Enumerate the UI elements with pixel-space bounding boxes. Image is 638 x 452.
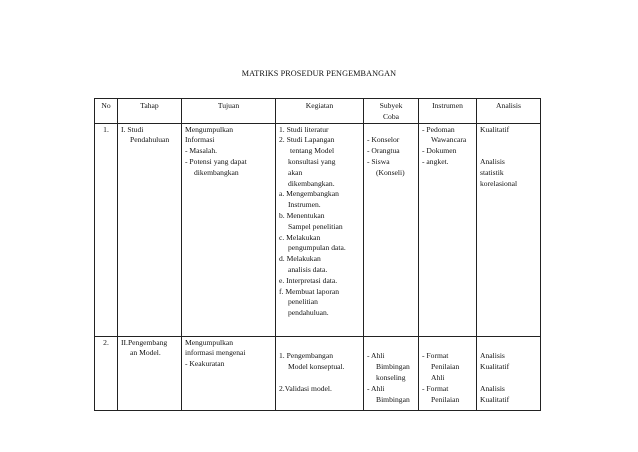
procedure-matrix-table — [94, 98, 541, 411]
table-row — [95, 336, 541, 410]
instrumen-line: - Format — [422, 351, 449, 361]
header-tujuan: Tujuan — [182, 99, 276, 124]
analisis-line: Analisis — [480, 351, 505, 361]
kegiatan-line: e. Interpretasi data. — [279, 275, 338, 285]
instrumen-line: Penilaian — [431, 362, 460, 372]
instrumen-line: Wawancara — [431, 135, 467, 145]
row1-kegiatan — [276, 123, 364, 336]
kegiatan-line: 2.Validasi model. — [279, 383, 332, 393]
header-instrumen: Instrumen — [419, 99, 477, 124]
kegiatan-line: Model konseptual. — [288, 362, 345, 372]
header-analisis: Analisis — [477, 99, 541, 124]
tahap-line: an Model. — [130, 348, 161, 358]
subyek-line: - Ahli — [367, 383, 385, 393]
row1-tujuan — [182, 123, 276, 336]
tujuan-line: Mengumpulkan — [185, 337, 234, 347]
instrumen-line: - angket. — [422, 156, 449, 166]
analisis-line: statistik — [480, 167, 504, 177]
kegiatan-line: d. Melakukan — [279, 254, 321, 264]
subyek-line: - Siswa — [367, 156, 390, 166]
kegiatan-line: pendahuluan. — [288, 308, 329, 318]
header-tahap: Tahap — [118, 99, 182, 124]
subyek-line: (Konseli) — [376, 167, 405, 177]
header-kegiatan: Kegiatan — [276, 99, 364, 124]
row1-tahap — [118, 123, 182, 336]
analisis-line: Kualitatif — [480, 124, 510, 134]
row2-no: 2. — [95, 336, 118, 410]
tujuan-line: Informasi — [185, 135, 215, 145]
instrumen-line: - Dokumen — [422, 146, 457, 156]
kegiatan-line: konsultasi yang — [288, 156, 336, 166]
tahap-line: II.Pengembang — [121, 337, 168, 347]
kegiatan-line: 1. Pengembangan — [279, 351, 333, 361]
row2-kegiatan — [276, 336, 364, 410]
tujuan-line: dikembangkan — [194, 167, 239, 177]
table-row — [95, 123, 541, 336]
tujuan-line: - Potensi yang dapat — [185, 156, 247, 166]
subyek-line: - Konselor — [367, 135, 400, 145]
row2-analisis — [477, 336, 541, 410]
instrumen-line: - Pedoman — [422, 124, 455, 134]
tahap-line: Pendahuluan — [130, 135, 170, 145]
page-title: MATRIKS PROSEDUR PENGEMBANGAN — [241, 69, 397, 78]
row2-tujuan — [182, 336, 276, 410]
header-no: No — [95, 99, 118, 124]
analisis-line: Analisis — [480, 156, 505, 166]
kegiatan-line: akan — [288, 167, 303, 177]
header-subyek-line2: Coba — [382, 111, 400, 121]
instrumen-line: Ahli — [431, 372, 445, 382]
header-row — [95, 99, 541, 124]
analisis-line: Kualitatif — [480, 362, 510, 372]
row1-subyek — [364, 123, 419, 336]
subyek-line: - Orangtua — [367, 146, 400, 156]
tujuan-line: - Keakuratan — [185, 359, 225, 369]
subyek-line: konseling — [376, 372, 406, 382]
subyek-line: Bimbingan — [376, 362, 410, 372]
tujuan-line: Mengumpulkan — [185, 124, 234, 134]
kegiatan-line: dikembangkan. — [288, 178, 335, 188]
subyek-line: - Ahli — [367, 351, 385, 361]
kegiatan-line: b. Menentukan — [279, 210, 325, 220]
tahap-line: I. Studi — [121, 124, 144, 134]
header-subyek-line1: Subyek — [379, 101, 403, 110]
kegiatan-line: 2. Studi Lapangan — [279, 135, 335, 145]
kegiatan-line: a. Mengembangkan — [279, 189, 339, 199]
tujuan-line: - Masalah. — [185, 146, 218, 156]
kegiatan-line: tentang Model — [290, 146, 335, 156]
kegiatan-line: c. Melakukan — [279, 232, 321, 242]
kegiatan-line: Instrumen. — [288, 200, 321, 210]
analisis-line: Analisis — [480, 383, 505, 393]
kegiatan-line: 1. Studi literatur — [279, 124, 329, 134]
kegiatan-line: pengumpulan data. — [288, 243, 346, 253]
row2-instrumen — [419, 336, 477, 410]
row1-instrumen — [419, 123, 477, 336]
header-subyek — [364, 99, 419, 124]
instrumen-line: Penilaian — [431, 394, 460, 404]
row1-no: 1. — [95, 123, 118, 336]
row2-subyek — [364, 336, 419, 410]
analisis-line: korelasional — [480, 178, 518, 188]
instrumen-line: - Format — [422, 383, 449, 393]
tujuan-line: informasi mengenai — [185, 348, 246, 358]
kegiatan-line: penelitian — [288, 297, 318, 307]
analisis-line: Kualitatif — [480, 394, 510, 404]
subyek-line: Bimbingan — [376, 394, 410, 404]
row2-tahap — [118, 336, 182, 410]
row1-analisis — [477, 123, 541, 336]
kegiatan-line: f. Membuat laporan — [279, 286, 340, 296]
kegiatan-line: analisis data. — [288, 264, 328, 274]
kegiatan-line: Sampel penelitian — [288, 221, 343, 231]
